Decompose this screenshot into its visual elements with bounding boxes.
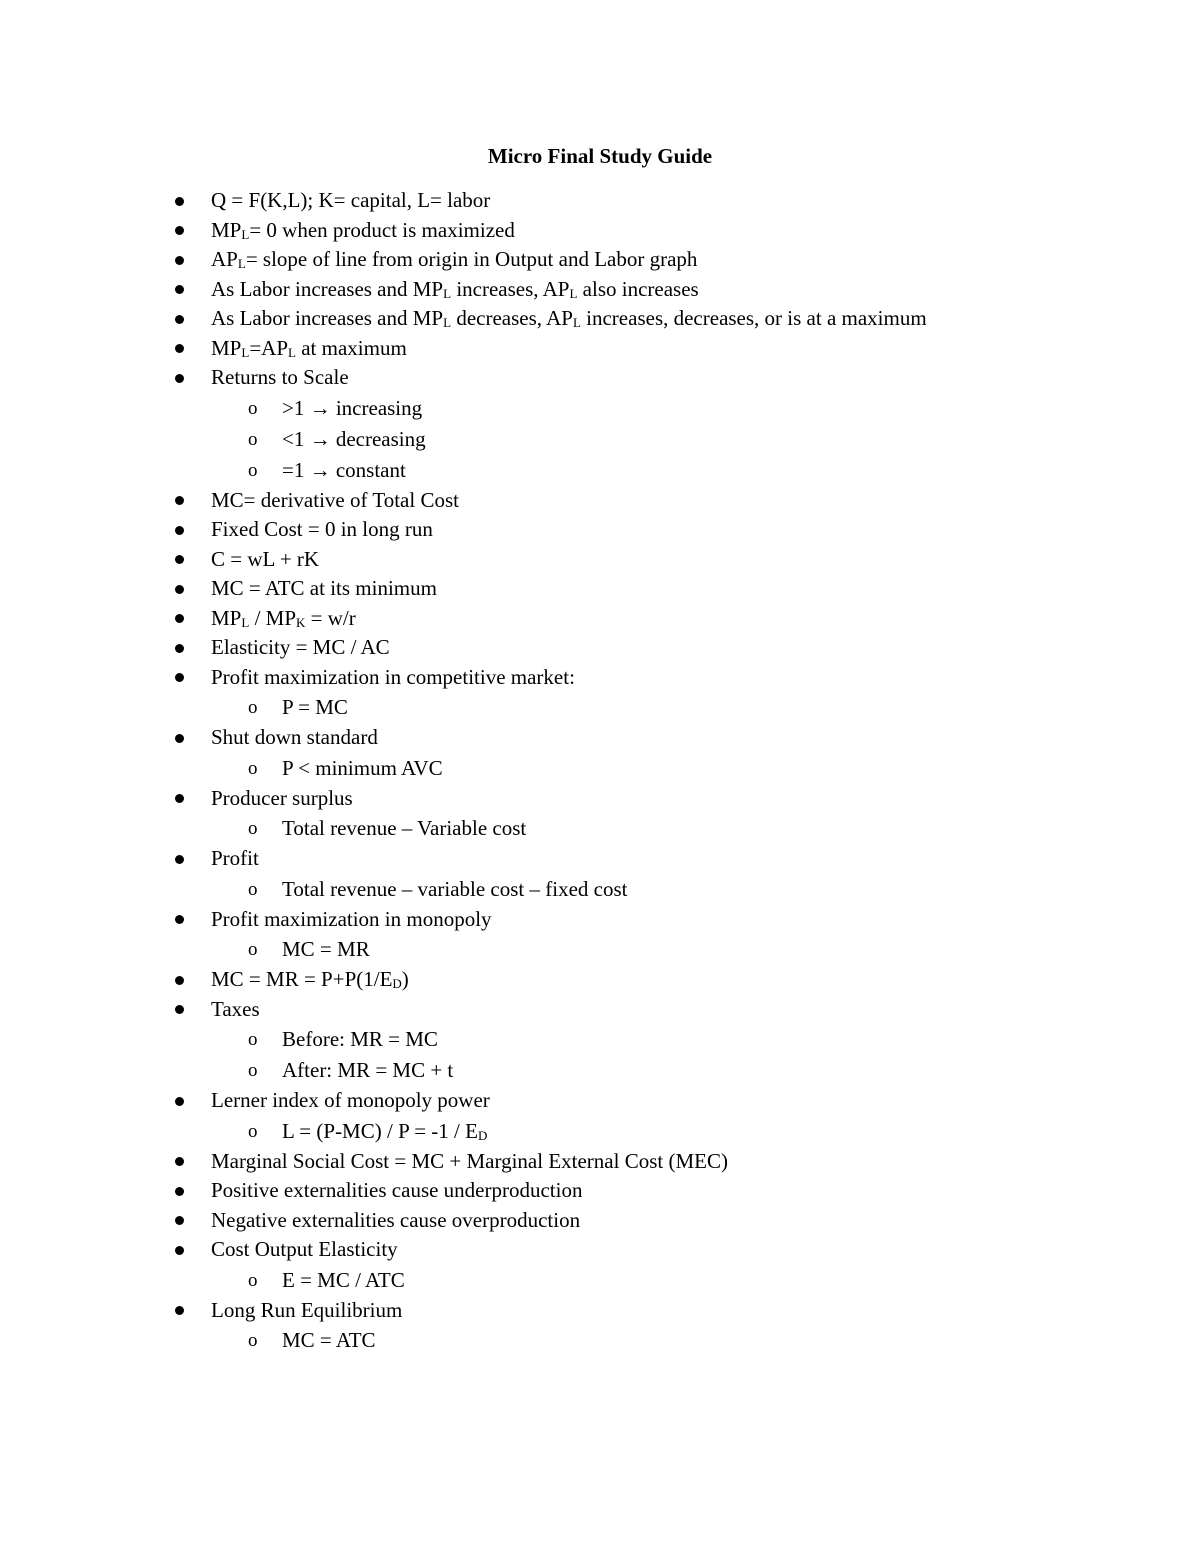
list-item xyxy=(0,1296,1200,1326)
list-item xyxy=(0,245,1200,275)
list-item xyxy=(0,1235,1200,1265)
list-item-text: MC = MR xyxy=(282,937,370,961)
list-item-text: P = MC xyxy=(282,695,348,719)
text-run: =1 xyxy=(282,457,310,482)
list-item xyxy=(0,633,1200,663)
text-run: increasing xyxy=(330,395,423,420)
list-item xyxy=(0,663,1200,693)
sub-list-item xyxy=(0,424,1200,455)
bullet-icon xyxy=(175,197,184,206)
sub-bullet-marker: o xyxy=(248,939,258,960)
list-item-text xyxy=(211,275,699,305)
bullet-icon xyxy=(175,1306,184,1315)
list-item xyxy=(0,1147,1200,1177)
list-item xyxy=(0,844,1200,874)
sub-list-item xyxy=(0,1325,1200,1356)
bullet-icon xyxy=(175,285,184,294)
sub-list-item xyxy=(0,1024,1200,1055)
page-title: Micro Final Study Guide xyxy=(487,144,713,168)
list-item xyxy=(0,275,1200,305)
text-run: / MP xyxy=(249,605,296,630)
text-run: =AP xyxy=(249,335,289,360)
sub-bullet-marker: o xyxy=(248,818,258,839)
text-run: >1 xyxy=(282,395,310,420)
list-item-text xyxy=(282,424,426,455)
text-run: ) xyxy=(401,967,409,991)
bullet-icon xyxy=(175,855,184,864)
sub-list-item xyxy=(0,753,1200,784)
text-run: at maximum xyxy=(295,335,407,360)
sub-list-item xyxy=(0,1116,1200,1147)
text-run: MP xyxy=(211,217,242,242)
sub-bullet-marker: o xyxy=(248,1269,258,1291)
subscript: L xyxy=(241,226,250,242)
list-item-text xyxy=(211,245,697,275)
list-item xyxy=(0,995,1200,1025)
sub-list-item xyxy=(0,455,1200,486)
bullet-list xyxy=(0,186,1200,1356)
list-item xyxy=(0,186,1200,216)
list-item-text xyxy=(211,304,927,334)
bullet-icon xyxy=(175,915,184,924)
list-item-text: Elasticity = MC / AC xyxy=(211,635,390,659)
sub-bullet-marker: o xyxy=(248,459,258,481)
list-item xyxy=(0,1206,1200,1236)
sub-list-item xyxy=(0,813,1200,844)
list-item-text: C = wL + rK xyxy=(211,546,320,571)
bullet-icon xyxy=(175,673,184,682)
subscript: D xyxy=(392,976,402,991)
bullet-icon xyxy=(175,734,184,743)
subscript: L xyxy=(241,614,250,630)
list-item xyxy=(0,723,1200,753)
list-item-text: Returns to Scale xyxy=(211,365,349,389)
subscript: L xyxy=(443,285,452,301)
list-item xyxy=(0,486,1200,516)
subscript: L xyxy=(569,285,578,301)
sub-list-item xyxy=(0,874,1200,905)
bullet-icon xyxy=(175,1187,184,1196)
sub-list-item xyxy=(0,934,1200,965)
list-item xyxy=(0,1086,1200,1116)
sub-list-item xyxy=(0,393,1200,424)
sub-bullet-marker: o xyxy=(248,1330,258,1351)
sub-bullet-marker: o xyxy=(248,697,258,718)
text-run: As Labor increases and MP xyxy=(211,306,444,330)
text-run: = 0 when product is maximized xyxy=(249,217,515,242)
sub-list-item xyxy=(0,1055,1200,1086)
text-run: constant xyxy=(330,457,406,482)
list-item-text: After: MR = MC + t xyxy=(282,1058,454,1082)
list-item-text xyxy=(211,965,409,995)
subscript: L xyxy=(288,344,296,360)
list-item-text: Marginal Social Cost = MC + Marginal External Cost (MEC) xyxy=(211,1148,728,1173)
text-run: As Labor increases and MP xyxy=(211,276,444,301)
list-item xyxy=(0,574,1200,604)
bullet-icon xyxy=(175,374,184,383)
subscript: L xyxy=(443,315,452,330)
text-run: decreasing xyxy=(330,426,426,451)
text-run: decreases, AP xyxy=(451,306,573,330)
list-item-text: Lerner index of monopoly power xyxy=(211,1088,490,1112)
list-item-text: Long Run Equilibrium xyxy=(211,1297,403,1322)
bullet-icon xyxy=(175,226,184,235)
sub-list-item xyxy=(0,692,1200,723)
bullet-icon xyxy=(175,1097,184,1106)
bullet-icon xyxy=(175,794,184,803)
sub-bullet-marker: o xyxy=(248,878,258,900)
sub-bullet-marker: o xyxy=(248,397,258,419)
bullet-icon xyxy=(175,644,184,653)
subscript: K xyxy=(296,614,306,630)
list-item-text: Shut down standard xyxy=(211,725,378,749)
sub-bullet-marker: o xyxy=(248,428,258,450)
list-item-text xyxy=(211,216,515,246)
text-run: L = (P-MC) / P = -1 / E xyxy=(282,1118,478,1143)
list-item-text: Before: MR = MC xyxy=(282,1027,438,1051)
sub-bullet-marker: o xyxy=(248,1060,258,1081)
text-run: increases, AP xyxy=(451,276,570,301)
subscript: D xyxy=(477,1127,488,1143)
list-item-text: Total revenue – Variable cost xyxy=(282,816,527,840)
list-item-text xyxy=(211,334,407,364)
list-item xyxy=(0,604,1200,634)
list-item-text: MC = ATC xyxy=(282,1328,376,1352)
bullet-icon xyxy=(175,1157,184,1166)
text-run: MC = MR = P+P(1/E xyxy=(211,967,393,991)
list-item-text: Taxes xyxy=(211,996,260,1021)
text-run: <1 xyxy=(282,426,310,451)
list-item-text: Q = F(K,L); K= capital, L= labor xyxy=(211,188,491,212)
list-item-text: E = MC / ATC xyxy=(282,1267,405,1292)
bullet-icon xyxy=(175,1246,184,1255)
arrow-right-icon: → xyxy=(309,395,331,420)
list-item-text: Negative externalities cause overproduction xyxy=(211,1207,581,1232)
bullet-icon xyxy=(175,496,184,505)
bullet-icon xyxy=(175,614,184,623)
bullet-icon xyxy=(175,1005,184,1014)
list-item-text: Cost Output Elasticity xyxy=(211,1237,398,1261)
bullet-icon xyxy=(175,1216,184,1225)
list-item xyxy=(0,363,1200,393)
text-run: also increases xyxy=(577,276,699,301)
list-item xyxy=(0,1176,1200,1206)
list-item-text xyxy=(211,604,356,634)
text-run: MP xyxy=(211,335,242,360)
list-item xyxy=(0,515,1200,545)
list-item-text: Total revenue – variable cost – fixed cost xyxy=(282,876,628,901)
bullet-icon xyxy=(175,976,184,985)
subscript: L xyxy=(572,315,581,330)
bullet-icon xyxy=(175,256,184,265)
bullet-icon xyxy=(175,555,184,564)
sub-bullet-marker: o xyxy=(248,1120,258,1142)
text-run: = w/r xyxy=(305,605,356,630)
list-item xyxy=(0,784,1200,814)
bullet-icon xyxy=(175,585,184,594)
list-item-text: Profit maximization in competitive market: xyxy=(211,664,575,689)
arrow-right-icon: → xyxy=(309,457,331,482)
text-run: MP xyxy=(211,605,242,630)
subscript: L xyxy=(237,256,246,271)
bullet-icon xyxy=(175,315,184,324)
sub-bullet-marker: o xyxy=(248,1029,258,1050)
list-item-text: P < minimum AVC xyxy=(282,755,443,780)
list-item xyxy=(0,304,1200,334)
subscript: L xyxy=(241,344,250,360)
list-item-text: Fixed Cost = 0 in long run xyxy=(211,517,433,541)
arrow-right-icon: → xyxy=(309,426,331,451)
list-item-text: MC= derivative of Total Cost xyxy=(211,487,459,512)
sub-list-item xyxy=(0,1265,1200,1296)
list-item-text: Profit xyxy=(211,846,259,870)
list-item xyxy=(0,334,1200,364)
list-item-text: Profit maximization in monopoly xyxy=(211,906,492,931)
list-item xyxy=(0,545,1200,575)
text-run: = slope of line from origin in Output and Labor graph xyxy=(245,247,698,271)
list-item-text: Positive externalities cause underproduction xyxy=(211,1178,583,1202)
list-item xyxy=(0,216,1200,246)
bullet-icon xyxy=(175,526,184,535)
list-item-text xyxy=(282,455,406,486)
list-item xyxy=(0,905,1200,935)
bullet-icon xyxy=(175,344,184,353)
text-run: increases, decreases, or is at a maximum xyxy=(580,306,927,330)
list-item-text xyxy=(282,1116,487,1147)
list-item-text: MC = ATC at its minimum xyxy=(211,576,437,600)
list-item-text: Producer surplus xyxy=(211,785,353,810)
list-item xyxy=(0,965,1200,995)
sub-bullet-marker: o xyxy=(248,757,258,779)
list-item-text xyxy=(282,393,422,424)
text-run: AP xyxy=(211,247,238,271)
